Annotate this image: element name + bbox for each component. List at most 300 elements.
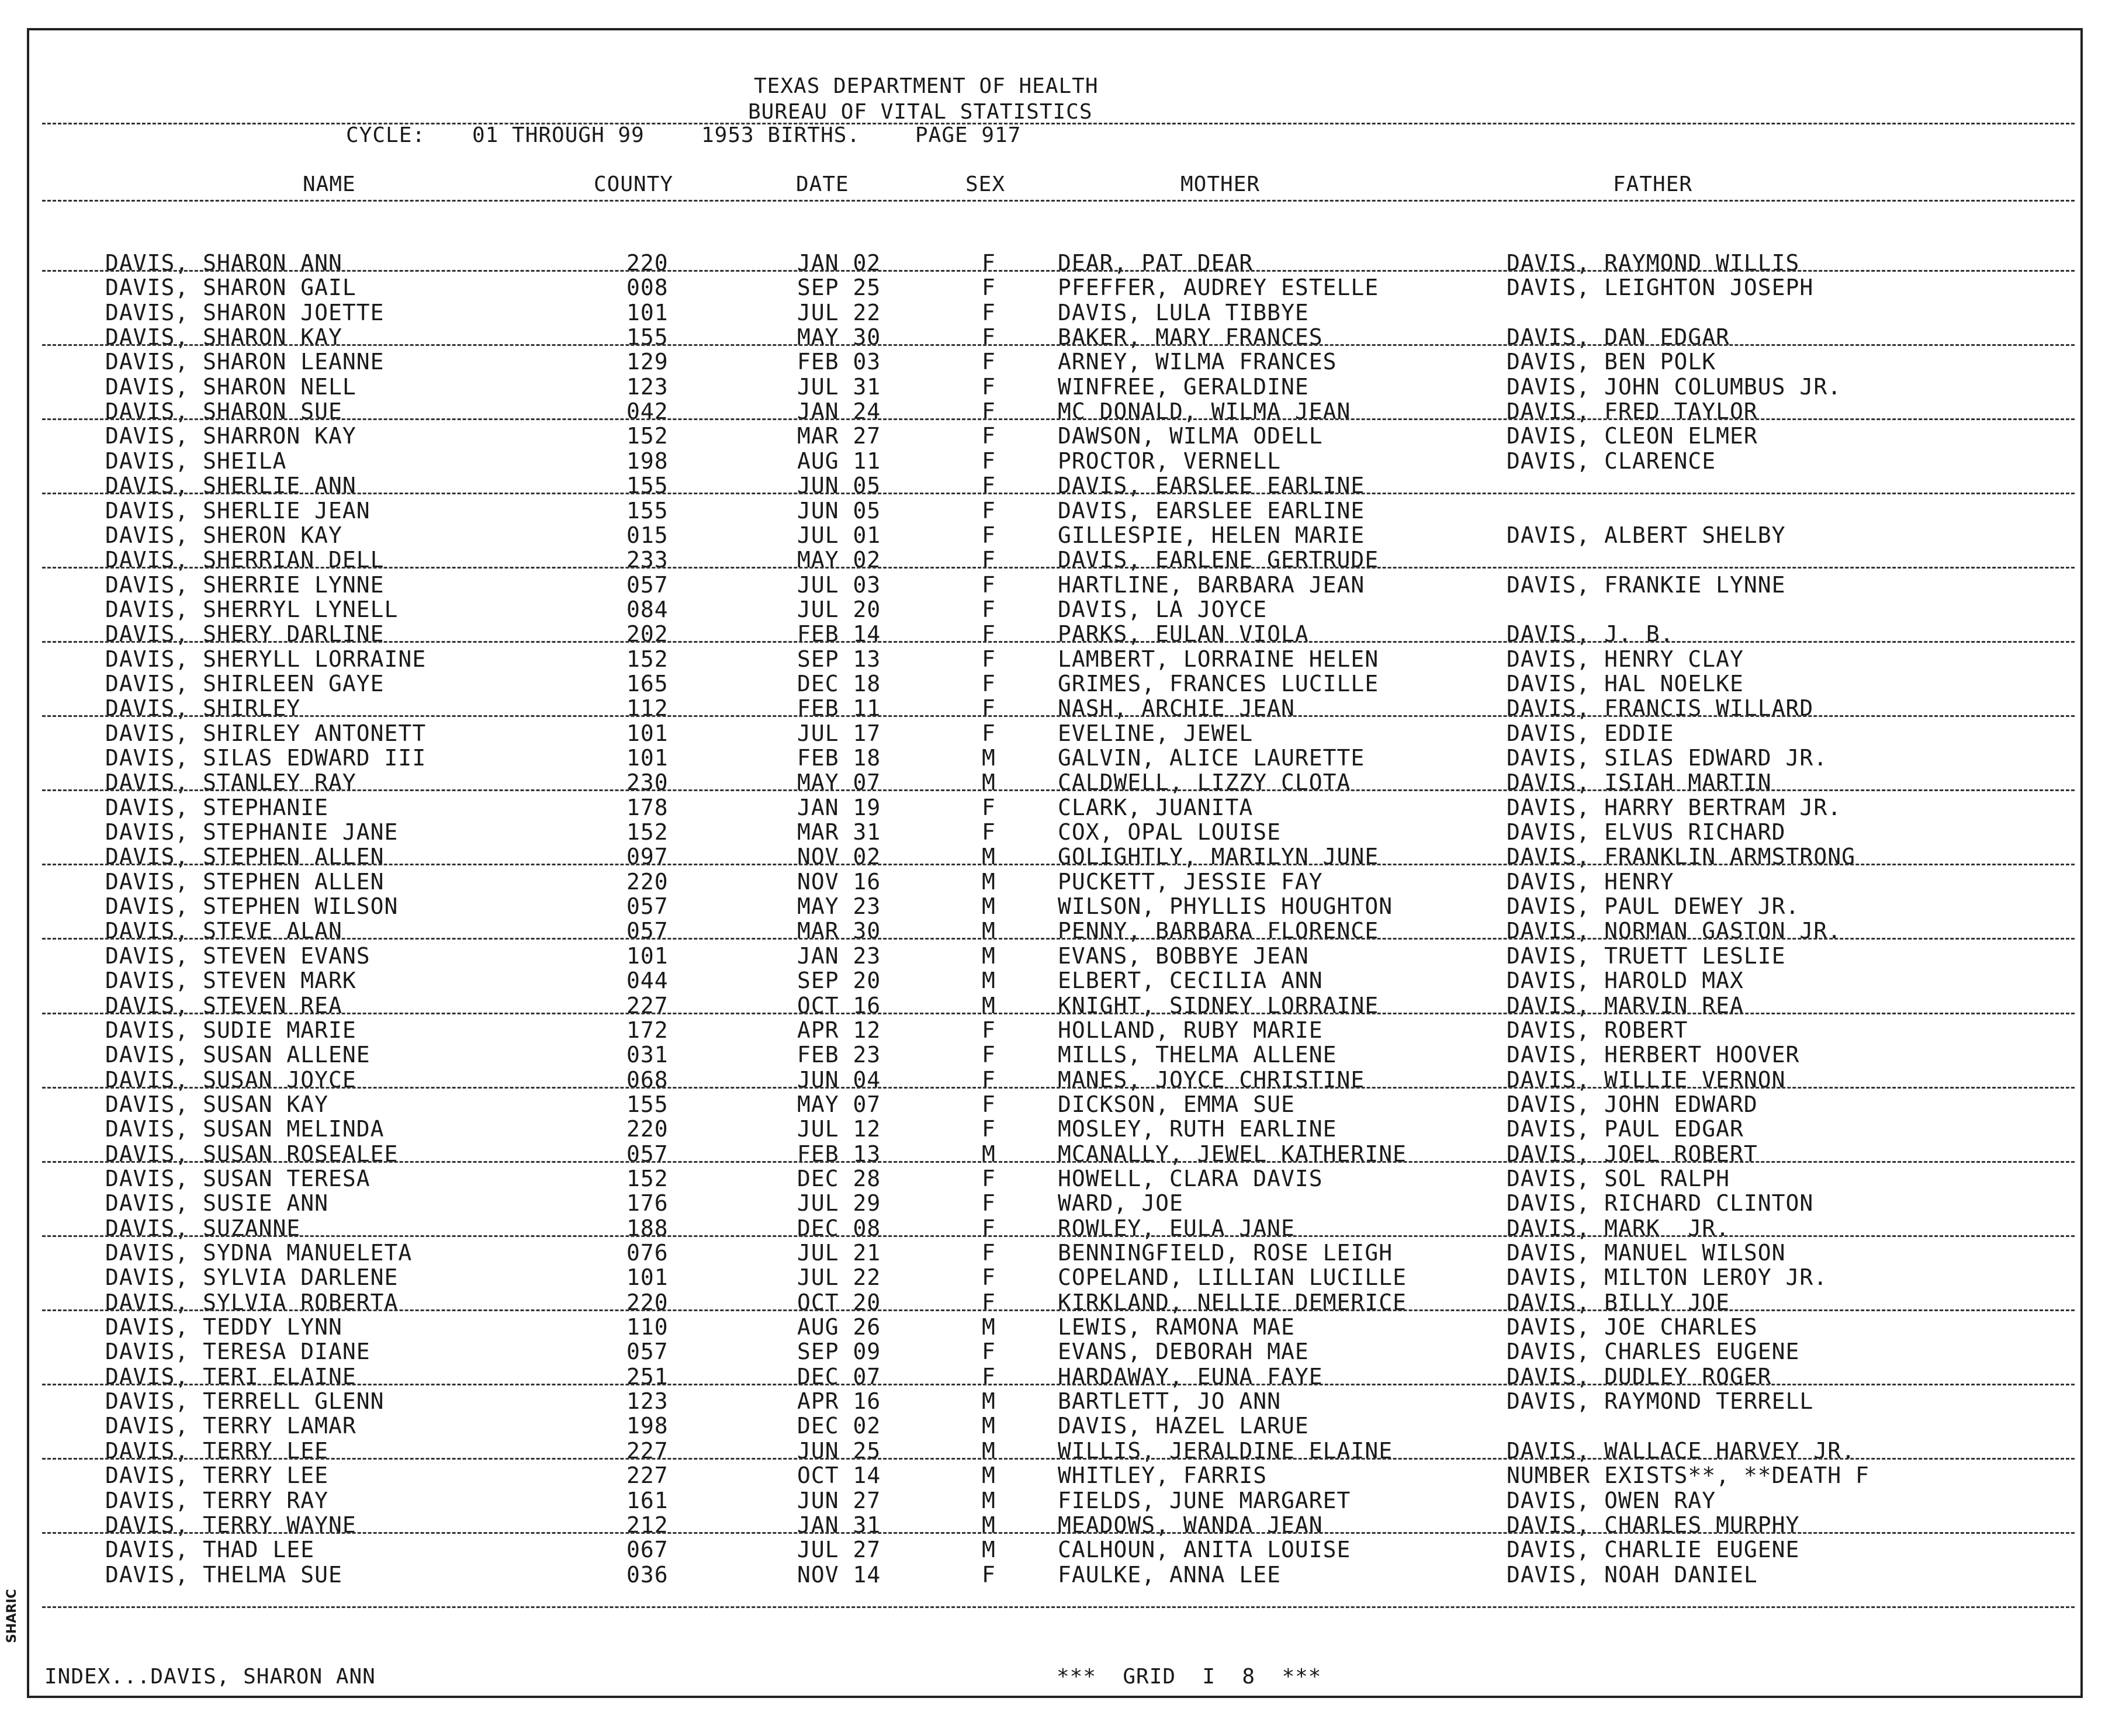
cell-father: DAVIS, CLEON ELMER [1507, 423, 1758, 449]
cell-name: DAVIS, SHARON NELL [105, 373, 356, 400]
cell-mother: KNIGHT, SIDNEY LORRAINE [1058, 992, 1379, 1018]
cell-father: DAVIS, JOHN COLUMBUS JR. [1507, 373, 1842, 400]
cell-date: JUL 31 [797, 373, 881, 400]
cell-mother: PFEFFER, AUDREY ESTELLE [1058, 275, 1379, 301]
cell-father: DAVIS, CLARENCE [1507, 448, 1716, 474]
cell-sex: M [982, 943, 996, 969]
cell-father: DAVIS, BEN POLK [1507, 349, 1716, 375]
cell-mother: MEADOWS, WANDA JEAN [1058, 1512, 1323, 1538]
row-group-divider [42, 1532, 2075, 1534]
cell-name: DAVIS, SHARON JOETTE [105, 299, 385, 325]
cell-name: DAVIS, TEDDY LYNN [105, 1314, 342, 1340]
cell-father: DAVIS, MILTON LEROY JR. [1507, 1264, 1828, 1291]
cell-county: 044 [626, 968, 669, 994]
cell-county: 161 [626, 1487, 669, 1513]
cell-county: 155 [626, 324, 669, 351]
cell-county: 097 [626, 844, 669, 870]
cell-county: 036 [626, 1561, 669, 1588]
cell-name: DAVIS, SHIRLEEN GAYE [105, 670, 385, 697]
cycle-label: CYCLE: [346, 123, 426, 147]
year-births: 1953 BIRTHS. [701, 123, 861, 147]
cell-father: DAVIS, ROBERT [1507, 1017, 1688, 1043]
cell-father: DAVIS, JOE CHARLES [1507, 1314, 1758, 1340]
cell-name: DAVIS, SILAS EDWARD III [105, 745, 427, 771]
cell-mother: GRIMES, FRANCES LUCILLE [1058, 670, 1379, 697]
row-group-divider [42, 344, 2075, 346]
cell-father: DAVIS, ALBERT SHELBY [1507, 522, 1786, 548]
cell-mother: HOLLAND, RUBY MARIE [1058, 1017, 1323, 1043]
cell-sex: F [982, 720, 996, 746]
cell-sex: F [982, 1042, 996, 1068]
cell-sex: M [982, 1388, 996, 1415]
cell-sex: F [982, 423, 996, 449]
cell-mother: HOWELL, CLARA DAVIS [1058, 1165, 1323, 1191]
cell-sex: F [982, 571, 996, 598]
cell-name: DAVIS, TERRY LEE [105, 1463, 329, 1489]
cell-sex: M [982, 1512, 996, 1538]
cell-mother: PENNY, BARBARA FLORENCE [1058, 918, 1379, 944]
cycle-value: 01 THROUGH 99 [472, 123, 645, 147]
cell-name: DAVIS, SHERY DARLINE [105, 621, 385, 647]
cell-sex: F [982, 448, 996, 474]
cell-father: DAVIS, MANUEL WILSON [1507, 1240, 1786, 1266]
cell-county: 057 [626, 1141, 669, 1167]
cell-sex: M [982, 1413, 996, 1439]
cell-county: 123 [626, 1388, 669, 1415]
cell-date: JAN 23 [797, 943, 881, 969]
cell-mother: GALVIN, ALICE LAURETTE [1058, 745, 1365, 771]
column-header-mother: MOTHER [1180, 172, 1261, 196]
cell-name: DAVIS, SHARON LEANNE [105, 349, 385, 375]
cell-name: DAVIS, SHERRIAN DELL [105, 547, 385, 573]
cell-name: DAVIS, STEVEN MARK [105, 968, 356, 994]
index-label: INDEX...DAVIS, SHARON ANN [44, 1665, 376, 1689]
cell-date: SEP 09 [797, 1339, 881, 1365]
cell-father: DAVIS, WALLACE HARVEY JR. [1507, 1437, 1855, 1464]
row-group-divider [42, 715, 2075, 717]
cell-county: 101 [626, 745, 669, 771]
row-group-divider [42, 567, 2075, 569]
cell-name: DAVIS, THELMA SUE [105, 1561, 342, 1588]
cell-name: DAVIS, SHARRON KAY [105, 423, 356, 449]
cell-sex: F [982, 819, 996, 846]
cell-date: FEB 13 [797, 1141, 881, 1167]
cell-name: DAVIS, SUDIE MARIE [105, 1017, 356, 1043]
cell-sex: F [982, 1190, 996, 1217]
cell-mother: CALDWELL, LIZZY CLOTA [1058, 770, 1351, 796]
cell-sex: F [982, 794, 996, 820]
cell-date: JUN 27 [797, 1487, 881, 1513]
cell-name: DAVIS, TERESA DIANE [105, 1339, 371, 1365]
cell-name: DAVIS, SUSAN ROSEALEE [105, 1141, 399, 1167]
cell-mother: COPELAND, LILLIAN LUCILLE [1058, 1264, 1407, 1291]
cell-mother: FIELDS, JUNE MARGARET [1058, 1487, 1351, 1513]
cell-county: 198 [626, 448, 669, 474]
cell-name: DAVIS, SHEILA [105, 448, 287, 474]
cell-father: DAVIS, MARK JR. [1507, 1215, 1730, 1241]
cell-father: DAVIS, HAL NOELKE [1507, 670, 1744, 697]
cell-date: JAN 02 [797, 250, 881, 276]
cell-mother: DAVIS, EARSLEE EARLINE [1058, 473, 1365, 499]
cell-county: 212 [626, 1512, 669, 1538]
cell-name: DAVIS, TERRY LAMAR [105, 1413, 356, 1439]
cell-date: JUN 05 [797, 497, 881, 524]
cell-sex: F [982, 646, 996, 672]
cell-sex: F [982, 621, 996, 647]
cell-date: JUN 04 [797, 1066, 881, 1093]
cell-father: DAVIS, WILLIE VERNON [1507, 1066, 1786, 1093]
cell-date: JUL 27 [797, 1537, 881, 1563]
cell-mother: WINFREE, GERALDINE [1058, 373, 1309, 400]
cell-name: DAVIS, SHIRLEY ANTONETT [105, 720, 427, 746]
cell-date: JUN 25 [797, 1437, 881, 1464]
cell-date: JUL 21 [797, 1240, 881, 1266]
cell-date: FEB 03 [797, 349, 881, 375]
cell-name: DAVIS, STANLEY RAY [105, 770, 356, 796]
cell-county: 251 [626, 1363, 669, 1390]
cell-father: DAVIS, DUDLEY ROGER [1507, 1363, 1772, 1390]
cell-sex: F [982, 399, 996, 425]
cell-mother: ROWLEY, EULA JANE [1058, 1215, 1295, 1241]
cell-father: DAVIS, CHARLES MURPHY [1507, 1512, 1800, 1538]
side-label: SHARIC [5, 1589, 19, 1643]
cell-father: DAVIS, HENRY CLAY [1507, 646, 1744, 672]
cell-date: DEC 28 [797, 1165, 881, 1191]
cell-county: 152 [626, 1165, 669, 1191]
cell-name: DAVIS, SHARON GAIL [105, 275, 356, 301]
cell-date: MAY 02 [797, 547, 881, 573]
cell-mother: GILLESPIE, HELEN MARIE [1058, 522, 1365, 548]
cell-sex: F [982, 522, 996, 548]
cell-sex: F [982, 1017, 996, 1043]
cell-sex: F [982, 1264, 996, 1291]
column-header-county: COUNTY [594, 172, 674, 196]
cell-mother: COX, OPAL LOUISE [1058, 819, 1282, 846]
cell-county: 057 [626, 571, 669, 598]
cell-date: JUL 12 [797, 1116, 881, 1142]
row-group-divider [42, 864, 2075, 865]
cell-mother: MOSLEY, RUTH EARLINE [1058, 1116, 1337, 1142]
cell-sex: M [982, 893, 996, 920]
grid-label: *** GRID I 8 *** [1057, 1665, 1322, 1689]
cell-county: 227 [626, 1437, 669, 1464]
cell-county: 101 [626, 1264, 669, 1291]
cell-name: DAVIS, SYLVIA ROBERTA [105, 1289, 399, 1315]
cell-father: DAVIS, HAROLD MAX [1507, 968, 1744, 994]
cell-county: 202 [626, 621, 669, 647]
row-group-divider [42, 1087, 2075, 1089]
cell-mother: BAKER, MARY FRANCES [1058, 324, 1323, 351]
cell-sex: F [982, 695, 996, 722]
cell-sex: F [982, 547, 996, 573]
cell-father: NUMBER EXISTS**, **DEATH F [1507, 1463, 1869, 1489]
cell-sex: M [982, 992, 996, 1018]
cell-mother: PUCKETT, JESSIE FAY [1058, 868, 1323, 895]
cell-date: MAY 07 [797, 770, 881, 796]
row-group-divider [42, 1606, 2075, 1608]
cell-mother: WHITLEY, FARRIS [1058, 1463, 1268, 1489]
cell-date: DEC 07 [797, 1363, 881, 1390]
row-group-divider [42, 493, 2075, 494]
cell-sex: M [982, 968, 996, 994]
cell-sex: M [982, 770, 996, 796]
cell-sex: F [982, 1363, 996, 1390]
cell-sex: M [982, 844, 996, 870]
cell-county: 220 [626, 1289, 669, 1315]
cell-date: JUN 05 [797, 473, 881, 499]
cell-father: DAVIS, SOL RALPH [1507, 1165, 1730, 1191]
cell-mother: HARTLINE, BARBARA JEAN [1058, 571, 1365, 598]
cell-date: AUG 11 [797, 448, 881, 474]
cell-county: 031 [626, 1042, 669, 1068]
cell-sex: F [982, 1066, 996, 1093]
cell-mother: DAVIS, LA JOYCE [1058, 596, 1268, 622]
cell-mother: DEAR, PAT DEAR [1058, 250, 1254, 276]
cell-date: DEC 18 [797, 670, 881, 697]
column-header-sex: SEX [965, 172, 1006, 196]
cell-date: JUL 03 [797, 571, 881, 598]
cell-mother: KIRKLAND, NELLIE DEMERICE [1058, 1289, 1407, 1315]
cell-mother: PARKS, EULAN VIOLA [1058, 621, 1309, 647]
cell-mother: CLARK, JUANITA [1058, 794, 1254, 820]
row-group-divider [42, 1384, 2075, 1385]
cell-father: DAVIS, BILLY JOE [1507, 1289, 1730, 1315]
cell-name: DAVIS, SUSAN MELINDA [105, 1116, 385, 1142]
cell-county: 152 [626, 646, 669, 672]
cell-sex: F [982, 1561, 996, 1588]
cell-mother: MANES, JOYCE CHRISTINE [1058, 1066, 1365, 1093]
cell-county: 155 [626, 473, 669, 499]
cell-date: SEP 25 [797, 275, 881, 301]
cell-father: DAVIS, NORMAN GASTON JR. [1507, 918, 1842, 944]
cell-sex: M [982, 1487, 996, 1513]
cell-name: DAVIS, STEPHANIE JANE [105, 819, 399, 846]
cell-sex: M [982, 1437, 996, 1464]
cell-sex: M [982, 918, 996, 944]
cell-mother: LAMBERT, LORRAINE HELEN [1058, 646, 1379, 672]
cell-mother: GOLIGHTLY, MARILYN JUNE [1058, 844, 1379, 870]
cell-father: DAVIS, FRANKLIN ARMSTRONG [1507, 844, 1855, 870]
cell-name: DAVIS, SUSAN TERESA [105, 1165, 371, 1191]
cell-name: DAVIS, SHARON SUE [105, 399, 342, 425]
cell-county: 227 [626, 1463, 669, 1489]
cell-mother: DICKSON, EMMA SUE [1058, 1091, 1295, 1117]
cell-father: DAVIS, CHARLIE EUGENE [1507, 1537, 1800, 1563]
cell-mother: CALHOUN, ANITA LOUISE [1058, 1537, 1351, 1563]
cell-county: 220 [626, 868, 669, 895]
row-group-divider [42, 938, 2075, 940]
cell-father: DAVIS, LEIGHTON JOSEPH [1507, 275, 1814, 301]
cell-mother: EVANS, DEBORAH MAE [1058, 1339, 1309, 1365]
cell-county: 110 [626, 1314, 669, 1340]
cell-date: FEB 23 [797, 1042, 881, 1068]
cell-name: DAVIS, SUSAN JOYCE [105, 1066, 356, 1093]
cell-sex: M [982, 1141, 996, 1167]
cell-date: NOV 16 [797, 868, 881, 895]
cell-date: MAR 31 [797, 819, 881, 846]
cell-mother: DAWSON, WILMA ODELL [1058, 423, 1323, 449]
cell-date: APR 12 [797, 1017, 881, 1043]
cell-mother: DAVIS, EARSLEE EARLINE [1058, 497, 1365, 524]
cell-date: OCT 14 [797, 1463, 881, 1489]
cell-county: 178 [626, 794, 669, 820]
cell-father: DAVIS, HENRY [1507, 868, 1674, 895]
cell-name: DAVIS, SUSAN ALLENE [105, 1042, 371, 1068]
cell-county: 101 [626, 299, 669, 325]
cell-county: 176 [626, 1190, 669, 1217]
cell-sex: M [982, 1314, 996, 1340]
cell-mother: WILSON, PHYLLIS HOUGHTON [1058, 893, 1393, 920]
cell-county: 230 [626, 770, 669, 796]
row-group-divider [42, 1235, 2075, 1237]
cell-mother: ELBERT, CECILIA ANN [1058, 968, 1323, 994]
cell-sex: F [982, 1091, 996, 1117]
cell-sex: F [982, 1289, 996, 1315]
cell-sex: M [982, 745, 996, 771]
cell-date: SEP 20 [797, 968, 881, 994]
cell-sex: M [982, 868, 996, 895]
cell-date: FEB 11 [797, 695, 881, 722]
cell-mother: MILLS, THELMA ALLENE [1058, 1042, 1337, 1068]
cell-father: DAVIS, DAN EDGAR [1507, 324, 1730, 351]
cell-name: DAVIS, THAD LEE [105, 1537, 315, 1563]
cell-date: JUL 29 [797, 1190, 881, 1217]
row-group-divider [42, 270, 2075, 272]
cell-name: DAVIS, SUSIE ANN [105, 1190, 329, 1217]
cell-date: JUL 01 [797, 522, 881, 548]
cell-father: DAVIS, MARVIN REA [1507, 992, 1744, 1018]
cell-county: 076 [626, 1240, 669, 1266]
cell-date: FEB 14 [797, 621, 881, 647]
cell-date: MAR 30 [797, 918, 881, 944]
cell-sex: F [982, 1339, 996, 1365]
cell-name: DAVIS, SHIRLEY [105, 695, 301, 722]
cell-mother: HARDAWAY, EUNA FAYE [1058, 1363, 1323, 1390]
cell-county: 101 [626, 720, 669, 746]
cell-mother: FAULKE, ANNA LEE [1058, 1561, 1282, 1588]
cell-date: AUG 26 [797, 1314, 881, 1340]
cell-county: 068 [626, 1066, 669, 1093]
cell-county: 057 [626, 918, 669, 944]
cell-sex: F [982, 250, 996, 276]
cell-mother: DAVIS, LULA TIBBYE [1058, 299, 1309, 325]
cell-county: 057 [626, 893, 669, 920]
cell-date: NOV 02 [797, 844, 881, 870]
cell-father: DAVIS, NOAH DANIEL [1507, 1561, 1758, 1588]
cell-name: DAVIS, STEVE ALAN [105, 918, 342, 944]
cell-sex: F [982, 324, 996, 351]
cell-county: 233 [626, 547, 669, 573]
cell-name: DAVIS, TERI ELAINE [105, 1363, 356, 1390]
cell-father: DAVIS, FRED TAYLOR [1507, 399, 1758, 425]
header-line-2: BUREAU OF VITAL STATISTICS [748, 100, 1093, 124]
cell-father: DAVIS, SILAS EDWARD JR. [1507, 745, 1828, 771]
cell-name: DAVIS, SHERLIE JEAN [105, 497, 371, 524]
cell-sex: F [982, 275, 996, 301]
cell-county: 129 [626, 349, 669, 375]
cell-father: DAVIS, RAYMOND WILLIS [1507, 250, 1800, 276]
cell-father: DAVIS, EDDIE [1507, 720, 1674, 746]
cell-name: DAVIS, STEPHEN WILSON [105, 893, 399, 920]
cell-county: 220 [626, 250, 669, 276]
cell-father: DAVIS, PAUL DEWEY JR. [1507, 893, 1800, 920]
cell-father: DAVIS, TRUETT LESLIE [1507, 943, 1786, 969]
cell-date: MAR 27 [797, 423, 881, 449]
row-group-divider [42, 789, 2075, 791]
cell-father: DAVIS, HERBERT HOOVER [1507, 1042, 1800, 1068]
cell-sex: M [982, 1537, 996, 1563]
cell-county: 112 [626, 695, 669, 722]
cell-county: 155 [626, 497, 669, 524]
cell-sex: M [982, 1463, 996, 1489]
cell-county: 067 [626, 1537, 669, 1563]
cell-name: DAVIS, SHERYLL LORRAINE [105, 646, 427, 672]
row-group-divider [42, 1309, 2075, 1311]
cell-name: DAVIS, STEVEN EVANS [105, 943, 371, 969]
cell-mother: BARTLETT, JO ANN [1058, 1388, 1282, 1415]
cell-mother: WILLIS, JERALDINE ELAINE [1058, 1437, 1393, 1464]
cell-name: DAVIS, TERRY WAYNE [105, 1512, 356, 1538]
cell-father: DAVIS, FRANCIS WILLARD [1507, 695, 1814, 722]
cell-name: DAVIS, SHERRYL LYNELL [105, 596, 399, 622]
cell-county: 172 [626, 1017, 669, 1043]
cell-date: JUL 17 [797, 720, 881, 746]
cell-father: DAVIS, J. B. [1507, 621, 1674, 647]
cell-county: 084 [626, 596, 669, 622]
cell-name: DAVIS, STEPHEN ALLEN [105, 868, 385, 895]
cell-mother: MC DONALD, WILMA JEAN [1058, 399, 1351, 425]
row-group-divider [42, 1458, 2075, 1460]
cell-name: DAVIS, SUSAN KAY [105, 1091, 329, 1117]
cell-county: 152 [626, 819, 669, 846]
cell-name: DAVIS, SHARON ANN [105, 250, 342, 276]
cell-father: DAVIS, CHARLES EUGENE [1507, 1339, 1800, 1365]
cell-county: 188 [626, 1215, 669, 1241]
cell-sex: F [982, 349, 996, 375]
cell-name: DAVIS, STEPHANIE [105, 794, 329, 820]
cell-father: DAVIS, RAYMOND TERRELL [1507, 1388, 1814, 1415]
cell-mother: LEWIS, RAMONA MAE [1058, 1314, 1295, 1340]
cell-sex: F [982, 1240, 996, 1266]
cell-date: JUL 20 [797, 596, 881, 622]
cell-date: SEP 13 [797, 646, 881, 672]
cell-date: OCT 20 [797, 1289, 881, 1315]
cell-county: 101 [626, 943, 669, 969]
cell-mother: BENNINGFIELD, ROSE LEIGH [1058, 1240, 1393, 1266]
cell-mother: WARD, JOE [1058, 1190, 1183, 1217]
cell-mother: ARNEY, WILMA FRANCES [1058, 349, 1337, 375]
cell-date: MAY 30 [797, 324, 881, 351]
cell-date: JUL 22 [797, 1264, 881, 1291]
cell-county: 008 [626, 275, 669, 301]
cell-name: DAVIS, TERRELL GLENN [105, 1388, 385, 1415]
cell-sex: F [982, 1215, 996, 1241]
cell-county: 227 [626, 992, 669, 1018]
cell-father: DAVIS, ISIAH MARTIN [1507, 770, 1772, 796]
cell-sex: F [982, 596, 996, 622]
cell-sex: F [982, 1165, 996, 1191]
cell-father: DAVIS, JOHN EDWARD [1507, 1091, 1758, 1117]
cell-date: NOV 14 [797, 1561, 881, 1588]
cell-father: DAVIS, ELVUS RICHARD [1507, 819, 1786, 846]
cell-name: DAVIS, SHERON KAY [105, 522, 342, 548]
row-group-divider [42, 1013, 2075, 1014]
cell-date: APR 16 [797, 1388, 881, 1415]
cell-date: DEC 02 [797, 1413, 881, 1439]
cell-mother: DAVIS, EARLENE GERTRUDE [1058, 547, 1379, 573]
cell-date: JAN 24 [797, 399, 881, 425]
cell-county: 042 [626, 399, 669, 425]
